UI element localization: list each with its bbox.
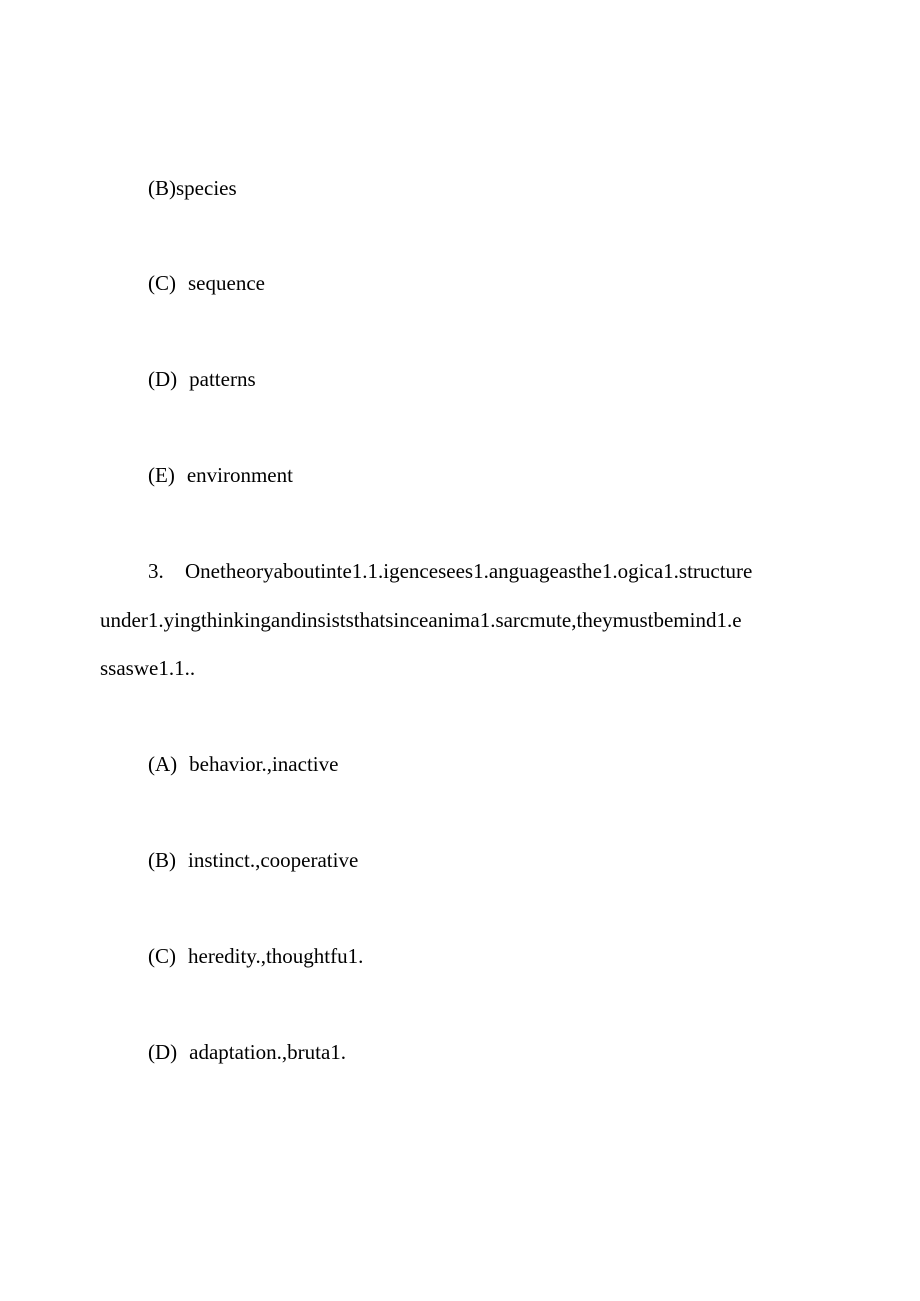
option-text: patterns (189, 367, 256, 391)
option-text: sequence (188, 271, 265, 295)
option-label: (D) (148, 367, 178, 391)
option-text: species (176, 176, 237, 200)
option-label: (C) (148, 944, 176, 968)
option-b-instinct (148, 848, 358, 872)
option-label: (B) (148, 176, 176, 200)
option-label: (C) (148, 271, 176, 295)
option-label: (D) (148, 1040, 178, 1064)
option-c-sequence (148, 271, 265, 295)
question-text: Onetheoryaboutinte1.1.igencesees1.anguageasthe1.ogica1.structure (185, 559, 753, 583)
option-text: environment (186, 463, 293, 487)
option-label: (B) (148, 848, 176, 872)
option-text: instinct.,cooperative (188, 848, 359, 872)
question-3-line-2: under1.yingthinkingandinsiststhatsinceanima1.sarcmute,theymustbemind1.e (100, 608, 742, 632)
option-d-adaptation (148, 1040, 346, 1064)
option-text: heredity.,thoughtfu1. (188, 944, 364, 968)
option-b-species (148, 176, 237, 200)
option-text: behavior.,inactive (189, 752, 339, 776)
question-3-line-3: ssaswe1.1.. (100, 656, 196, 680)
option-text: adaptation.,bruta1. (189, 1040, 347, 1064)
option-c-heredity (148, 944, 363, 968)
option-label: (E) (148, 463, 175, 487)
option-a-behavior (148, 752, 338, 776)
question-number: 3. (148, 559, 164, 583)
option-d-patterns (148, 367, 256, 391)
option-e-environment (148, 463, 293, 487)
option-label: (A) (148, 752, 178, 776)
question-3-line-1 (148, 559, 752, 583)
